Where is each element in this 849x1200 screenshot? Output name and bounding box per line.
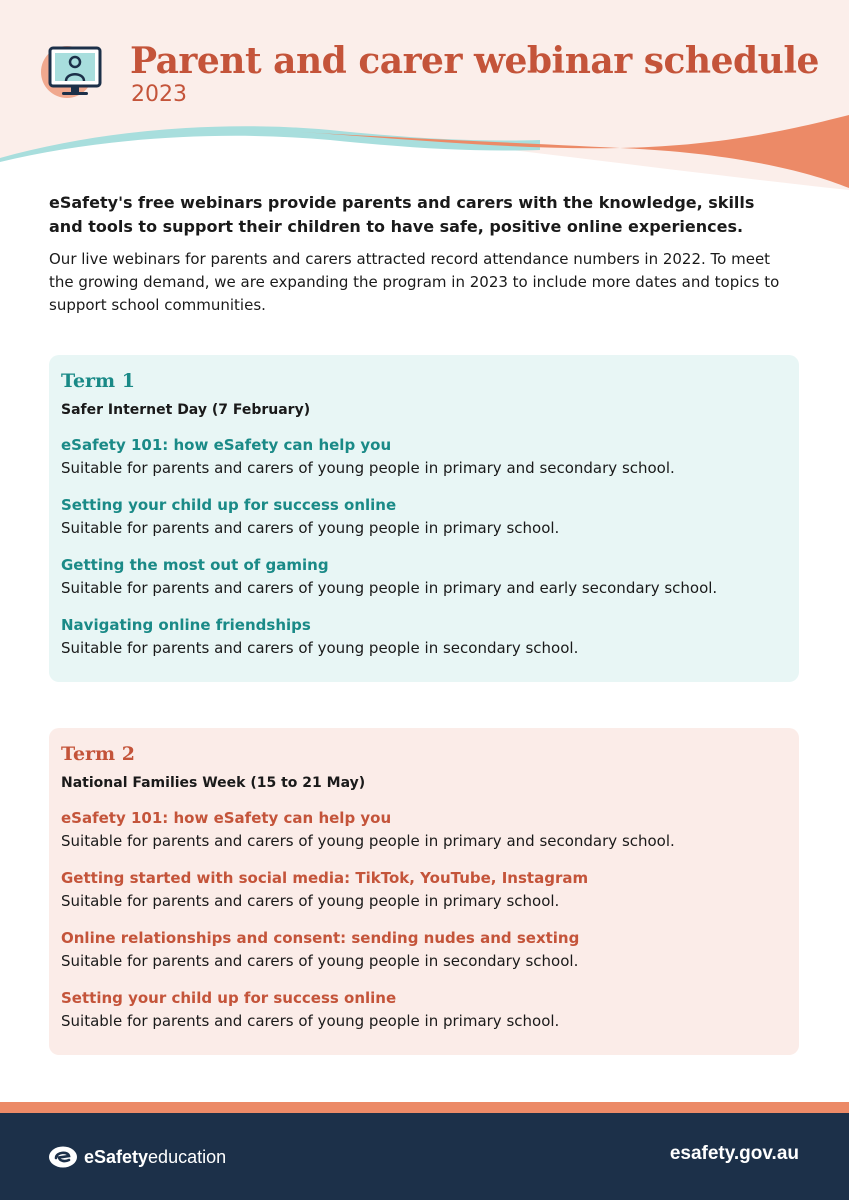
- intro-body: Our live webinars for parents and carers attracted record attendance numbers in 2022. To meet the growing demand, we are expanding the program in 2023 to include more dates and topics to support school communities.: [49, 250, 780, 314]
- webinar-title: Getting started with social media: TikTok, YouTube, Instagram: [61, 869, 589, 887]
- page-header: [0, 0, 849, 190]
- monitor-person-icon: [40, 38, 106, 104]
- term-2-card: [49, 728, 799, 1055]
- webinar-audience: Suitable for parents and carers of young people in secondary school.: [61, 952, 579, 970]
- webinar-audience: Suitable for parents and carers of young people in primary and secondary school.: [61, 459, 675, 477]
- webinar-item: [61, 928, 787, 972]
- header-wave-decoration: [0, 0, 849, 190]
- webinar-item: [61, 808, 787, 852]
- term-event: National Families Week (15 to 21 May): [61, 775, 366, 791]
- webinar-audience: Suitable for parents and carers of young people in primary school.: [61, 519, 560, 537]
- intro-section: [49, 191, 789, 317]
- esafety-education-logo[interactable]: [48, 1143, 226, 1171]
- webinar-audience: Suitable for parents and carers of young people in primary and secondary school.: [61, 832, 675, 850]
- webinar-title: Online relationships and consent: sending nudes and sexting: [61, 929, 580, 947]
- intro-lead: eSafety's free webinars provide parents and carers with the knowledge, skills and tools to support their children to have safe, positive online experiences.: [49, 193, 755, 236]
- brand-name: [84, 1147, 226, 1168]
- webinar-title: eSafety 101: how eSafety can help you: [61, 809, 392, 827]
- esafety-logo-icon: [48, 1145, 78, 1169]
- webinar-title: Navigating online friendships: [61, 616, 311, 634]
- brand-name-light: education: [148, 1146, 227, 1167]
- webinar-item: [61, 495, 787, 539]
- webinar-item: [61, 868, 787, 912]
- page-subtitle-year: 2023: [131, 82, 187, 107]
- website-link[interactable]: esafety.gov.au: [669, 1143, 799, 1164]
- term-heading: Term 2: [61, 743, 135, 765]
- webinar-item: [61, 555, 787, 599]
- webinar-item: [61, 615, 787, 659]
- term-heading: Term 1: [61, 370, 135, 392]
- brand-name-bold: eSafety: [84, 1146, 149, 1167]
- webinar-audience: Suitable for parents and carers of young people in secondary school.: [61, 639, 579, 657]
- term-event: Safer Internet Day (7 February): [61, 402, 311, 418]
- webinar-title: Setting your child up for success online: [61, 989, 397, 1007]
- webinar-title: Getting the most out of gaming: [61, 556, 329, 574]
- webinar-audience: Suitable for parents and carers of young people in primary school.: [61, 892, 560, 910]
- page-title: Parent and carer webinar schedule: [130, 40, 819, 82]
- term-1-card: [49, 355, 799, 682]
- webinar-title: Setting your child up for success online: [61, 496, 397, 514]
- footer-stripe: [0, 1102, 849, 1113]
- page-footer: [0, 1113, 849, 1200]
- webinar-item: [61, 988, 787, 1032]
- webinar-audience: Suitable for parents and carers of young people in primary school.: [61, 1012, 560, 1030]
- webinar-item: [61, 435, 787, 479]
- webinar-title: eSafety 101: how eSafety can help you: [61, 436, 392, 454]
- webinar-audience: Suitable for parents and carers of young people in primary and early secondary school.: [61, 579, 718, 597]
